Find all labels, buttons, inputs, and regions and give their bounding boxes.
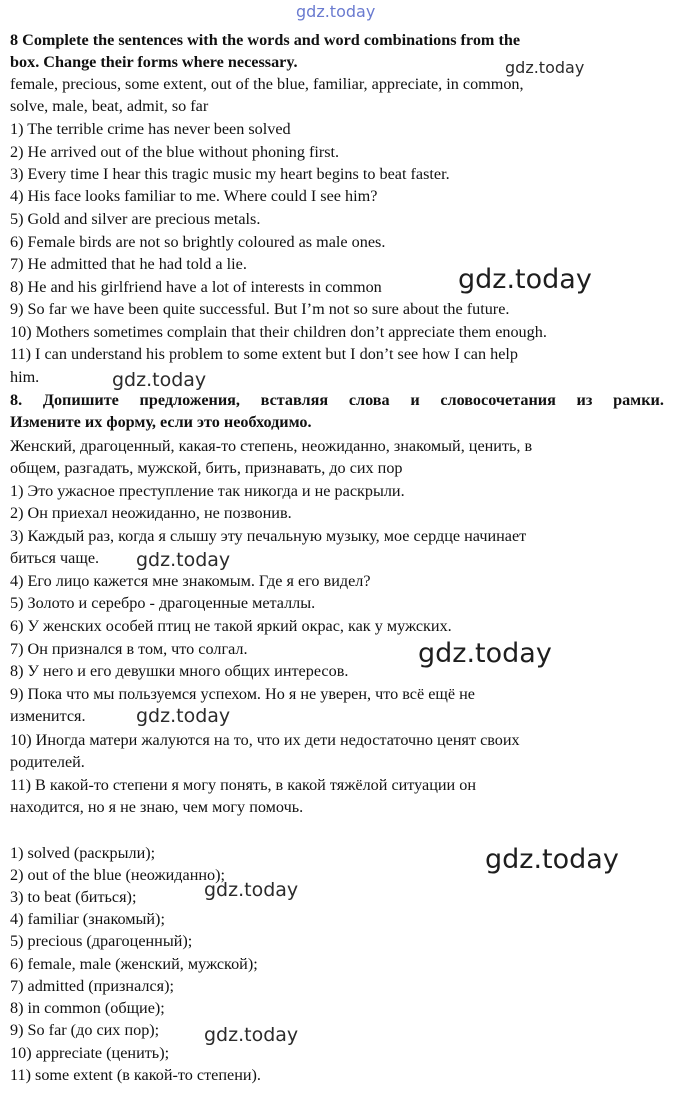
watermark-top: gdz.today xyxy=(296,2,376,21)
answer-7: 7) admitted (признался); xyxy=(10,977,175,995)
sentence-ru-2: 2) Он приехал неожиданно, не позвонив. xyxy=(10,504,292,522)
sentence-ru-10-line1: 10) Иногда матери жалуются на то, что их дети недостаточно ценят своих xyxy=(10,731,520,749)
exercise-title-en-line2: box. Change their forms where necessary. xyxy=(10,53,298,71)
sentence-ru-3-line2: биться чаще. xyxy=(10,549,100,567)
exercise-title-ru-line2: Измените их форму, если это необходимо. xyxy=(10,413,312,431)
sentence-en-6: 6) Female birds are not so brightly coloured as male ones. xyxy=(10,233,386,251)
sentence-en-2: 2) He arrived out of the blue without phoning first. xyxy=(10,143,340,161)
sentence-ru-9-line1: 9) Пока что мы пользуемся успехом. Но я не уверен, что всё ещё не xyxy=(10,685,475,703)
sentence-en-11-line1: 11) I can understand his problem to some extent but I don’t see how I can help xyxy=(10,345,518,363)
answer-6: 6) female, male (женский, мужской); xyxy=(10,955,258,973)
watermark-7: gdz.today xyxy=(485,844,619,875)
answer-10: 10) appreciate (ценить); xyxy=(10,1044,170,1062)
sentence-en-3: 3) Every time I hear this tragic music my heart begins to beat faster. xyxy=(10,165,450,183)
sentence-en-1: 1) The terrible crime has never been solved xyxy=(10,120,291,138)
watermark-2: gdz.today xyxy=(458,264,592,295)
sentence-ru-10-line2: родителей. xyxy=(10,753,85,771)
watermark-9: gdz.today xyxy=(204,1024,299,1046)
sentence-ru-4: 4) Его лицо кажется мне знакомым. Где я его видел? xyxy=(10,572,371,590)
answer-1: 1) solved (раскрыли); xyxy=(10,844,156,862)
sentence-ru-1: 1) Это ужасное преступление так никогда и не раскрыли. xyxy=(10,482,405,500)
answer-11: 11) some extent (в какой-то степени). xyxy=(10,1066,261,1084)
sentence-ru-3-line1: 3) Каждый раз, когда я слышу эту печальную музыку, мое сердце начинает xyxy=(10,527,527,545)
sentence-ru-5: 5) Золото и серебро - драгоценные металлы. xyxy=(10,594,316,612)
exercise-title-ru-line1: 8. Допишите предложения, вставляя слова и словосочетания из рамки. xyxy=(10,391,664,409)
word-box-en-line1: female, precious, some extent, out of the blue, familiar, appreciate, in common, xyxy=(10,75,524,93)
sentence-en-7: 7) He admitted that he had told a lie. xyxy=(10,255,247,273)
watermark-4: gdz.today xyxy=(136,549,231,571)
word-box-en-line2: solve, male, beat, admit, so far xyxy=(10,97,209,115)
sentence-en-8: 8) He and his girlfriend have a lot of interests in common xyxy=(10,278,382,296)
sentence-ru-11-line2: находится, но я не знаю, чем могу помочь. xyxy=(10,798,304,816)
sentence-ru-11-line1: 11) В какой-то степени я могу понять, в какой тяжёлой ситуации он xyxy=(10,776,477,794)
sentence-en-5: 5) Gold and silver are precious metals. xyxy=(10,210,261,228)
sentence-ru-7: 7) Он признался в том, что солгал. xyxy=(10,640,248,658)
sentence-en-11-line2: him. xyxy=(10,368,40,386)
word-box-ru-line1: Женский, драгоценный, какая-то степень, неожиданно, знакомый, ценить, в xyxy=(10,437,533,455)
exercise-title-en-line1: 8 Complete the sentences with the words and word combinations from the xyxy=(10,31,521,49)
answer-2: 2) out of the blue (неожиданно); xyxy=(10,866,226,884)
sentence-en-10: 10) Mothers sometimes complain that their children don’t appreciate them enough. xyxy=(10,323,547,341)
watermark-6: gdz.today xyxy=(136,705,231,727)
answer-5: 5) precious (драгоценный); xyxy=(10,932,193,950)
sentence-en-9: 9) So far we have been quite successful. But I’m not so sure about the future. xyxy=(10,300,510,318)
sentence-ru-9-line2: изменится. xyxy=(10,707,86,725)
watermark-1: gdz.today xyxy=(505,58,585,77)
sentence-ru-8: 8) У него и его девушки много общих интересов. xyxy=(10,662,349,680)
word-box-ru-line2: общем, разгадать, мужской, бить, признавать, до сих пор xyxy=(10,459,403,477)
sentence-en-4: 4) His face looks familiar to me. Where could I see him? xyxy=(10,187,378,205)
sentence-ru-6: 6) У женских особей птиц не такой яркий окрас, как у мужских. xyxy=(10,617,452,635)
answer-3: 3) to beat (биться); xyxy=(10,888,137,906)
answer-8: 8) in common (общие); xyxy=(10,999,165,1017)
answer-9: 9) So far (до сих пор); xyxy=(10,1021,160,1039)
watermark-8: gdz.today xyxy=(204,879,299,901)
answer-4: 4) familiar (знакомый); xyxy=(10,910,165,928)
watermark-5: gdz.today xyxy=(418,638,552,669)
watermark-3: gdz.today xyxy=(112,369,207,391)
